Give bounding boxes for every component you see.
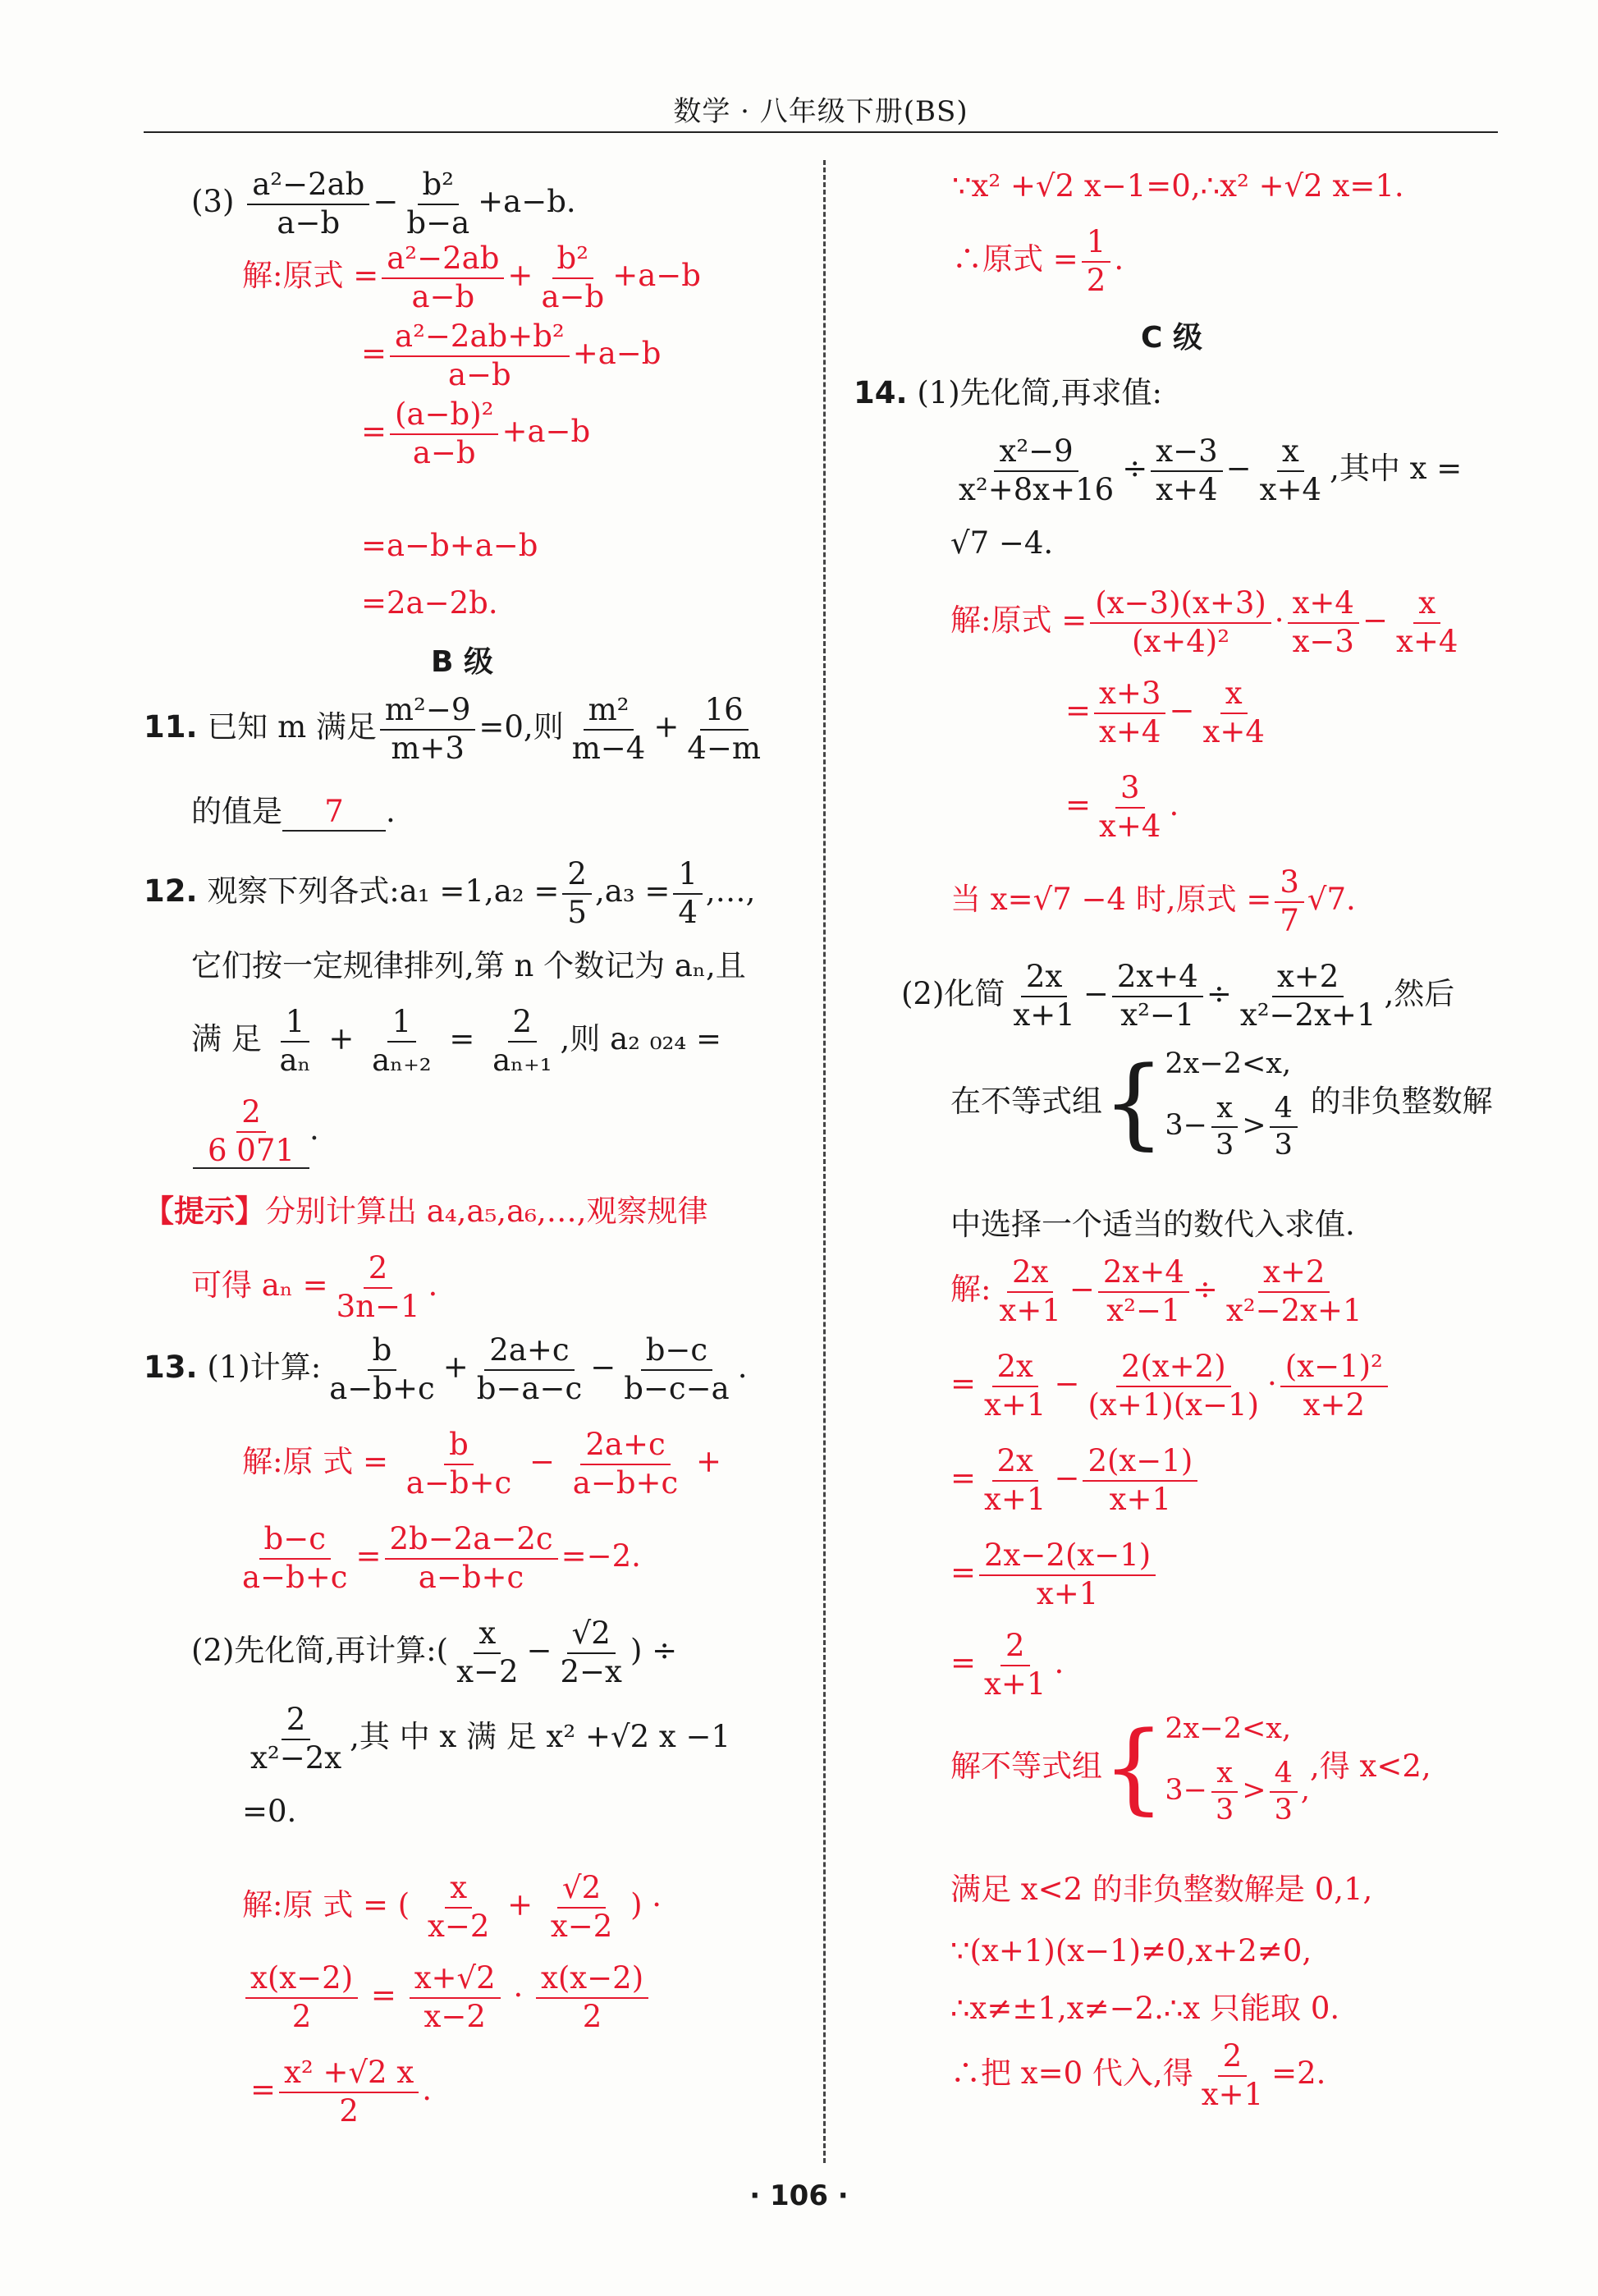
q11-answer-blank: 7	[282, 794, 386, 832]
header-rule	[144, 131, 1498, 133]
q13-part2-line3: =0.	[242, 1794, 297, 1829]
q3-problem: (3) $\frac{\text{a²−2ab}}{a-b}$ − $\frac{\text{b²}}{b-a}$ +a−b.	[191, 167, 576, 241]
q11-statement: 11. 已知 m 满足 $\frac{\text{m²−9}}{m+3}$ =0,则 $\frac{\text{m²}}{m-4}$ + $\frac{16}{4-m}$	[144, 692, 761, 766]
page-header: 数学 · 八年级下册(BS)	[673, 95, 968, 128]
q13-continued-line1: ∵x² +√2 x−1=0,∴x² +√2 x=1.	[952, 168, 1404, 204]
fraction: $\frac{\text{a²−2ab}}{a-b}$	[247, 168, 369, 240]
q3-solution-line4: =a−b+a−b	[361, 528, 538, 563]
q13-part2: (2)先化简,再计算:( $\frac{x}{x-2}$ − $\frac{√2}{2-x}$ ) ÷	[191, 1615, 678, 1689]
page-number: · 106 ·	[749, 2179, 849, 2212]
q14-part2-solution-line2: = $\frac{2x}{x+1}$ − $\frac{2(x+2)}{(x+1)(x-1)}$ · $\frac{\text{(x−1)²}}{x+2}$	[950, 1350, 1391, 1422]
q14-part2: (2)化简 $\frac{2x}{x+1}$ − $\frac{2x+4}{\text{x²−1}}$ ÷ $\frac{x+2}{\text{x²−2x+1}}$ ,然后	[901, 959, 1455, 1033]
level-b-heading: B 级	[431, 645, 493, 679]
q13-part1-solution-line2: $\frac{b-c}{a-b+c}$ = $\frac{2b-2a-2c}{a-b+c}$ =−2.	[242, 1521, 641, 1595]
q3-solution-line5: =2a−2b.	[361, 585, 498, 621]
q13-part1: 13. (1)计算: $\frac{b}{a-b+c}$ + $\frac{2a+c}{b-a-c}$ − $\frac{b-c}{b-c-a}$ .	[144, 1332, 748, 1406]
q3-solution-line3: = $\frac{\text{(a−b)²}}{a-b}$ +a−b	[361, 396, 591, 470]
q14-part2-solution-line4: = $\frac{2x-2(x-1)}{x+1}$	[950, 1539, 1159, 1611]
q12-line2: 它们按一定规律排列,第 n 个数记为 aₙ,且	[191, 948, 746, 983]
q14-part2-system: 在不等式组{ 2x−2<x, 3− $\frac{x}{3}$ > $\frac{4}{3}$ 的非负整数解	[950, 1046, 1493, 1162]
q12-line1: 12. 观察下列各式:a₁ =1,a₂ = $\frac{2}{5}$ ,a₃ = $\frac{1}{4}$ ,…,	[144, 856, 756, 930]
q3-solution-line1: 解:原式 = $\frac{\text{a²−2ab}}{a-b}$ + $\frac{\text{b²}}{a-b}$ +a−b	[242, 241, 701, 314]
q14-part2-solution-line3: = $\frac{2x}{x+1}$ − $\frac{2(x-1)}{x+1}$	[950, 1445, 1201, 1516]
q13-part2-line2: $\frac{2}{\text{x²−2x}}$ ,其 中 x 满 足 x² +√2 x −1	[250, 1702, 731, 1776]
q14-part1-cond: √7 −4.	[950, 525, 1054, 561]
q13-part2-solution-line2: $\frac{x(x-2)}{2}$ = $\frac{x+√2}{x-2}$ · $\frac{x(x-2)}{2}$	[242, 1962, 652, 2033]
q14-part2-choose: 中选择一个适当的数代入求值.	[950, 1207, 1355, 1242]
fraction: $\frac{\text{b²}}{b-a}$	[406, 167, 470, 241]
q12-hint-formula: 可得 aₙ = $\frac{2}{3n-1}$ .	[191, 1250, 438, 1324]
column-divider	[823, 160, 826, 2163]
q12-hint: 【提示】分别计算出 a₄,a₅,a₆,…,观察规律	[144, 1193, 708, 1229]
q14-part1-label: 14. (1)先化简,再求值:	[854, 375, 1162, 410]
q14-part2-solve-system: 解不等式组{ 2x−2<x, 3− $\frac{x}{3}$ > $\frac{4}{3}$ , ,得 x<2,	[950, 1711, 1431, 1826]
q11-answer-line: 的值是 7 .	[191, 794, 396, 832]
level-c-heading: C 级	[1141, 321, 1202, 355]
q14-part2-final: ∴把 x=0 代入,得 $\frac{2}{x+1}$ =2.	[950, 2038, 1326, 2112]
q14-part1-solution: 解:原式 = $\frac{(x-3)(x+3)}{\text{(x+4)²}}$ · $\frac{x+4}{x-3}$ − $\frac{x}{x+4}$	[950, 585, 1458, 659]
q14-part2-nonneg: 满足 x<2 的非负整数解是 0,1,	[950, 1872, 1373, 1907]
q14-part1-solution-line2: = $\frac{x+3}{x+4}$ − $\frac{x}{x+4}$	[1065, 676, 1265, 749]
q14-part2-solution-line5: = $\frac{2}{x+1}$ .	[950, 1628, 1065, 1702]
q12-answer: $\frac{2}{6 071}$ .	[193, 1096, 319, 1169]
q14-part1-result: 当 x=√7 −4 时,原式 = $\frac{3}{7}$ √7.	[950, 864, 1356, 938]
q14-part2-therefore: ∴x≠±1,x≠−2.∴x 只能取 0.	[950, 1991, 1340, 2026]
q14-part1-solution-line3: = $\frac{3}{x+4}$ .	[1065, 770, 1179, 844]
q12-line3: 满 足 $\frac{1}{\text{aₙ}}$ + $\frac{1}{\text{aₙ₊₂}}$ = $\frac{2}{\text{aₙ₊₁}}$ ,则 a₂ ₀₂₄ =	[191, 1004, 721, 1078]
q14-part1-expr: $\frac{\text{x²−9}}{\text{x²+8x+16}}$ ÷ $\frac{x-3}{x+4}$ − $\frac{x}{x+4}$ ,其中 x =	[959, 433, 1463, 507]
q13-continued-line2: ∴原式 = $\frac{1}{2}$ .	[952, 224, 1124, 298]
q3-solution-line2: = $\frac{\text{a²−2ab+b²}}{a-b}$ +a−b	[361, 319, 662, 392]
q14-part2-because: ∵(x+1)(x−1)≠0,x+2≠0,	[950, 1933, 1312, 1968]
q13-part1-solution: 解:原 式 = $\frac{b}{a-b+c}$ − $\frac{2a+c}{a-b+c}$ +	[242, 1427, 722, 1501]
q13-part2-solution-line3: = $\frac{\text{x² +√2 x}}{2}$ .	[250, 2055, 432, 2129]
q13-part2-solution: 解:原 式 = ( $\frac{x}{x-2}$ + $\frac{√2}{x-2}$ ) ·	[242, 1870, 662, 1944]
q14-part2-solution: 解: $\frac{2x}{x+1}$ − $\frac{2x+4}{\text{x²−1}}$ ÷ $\frac{x+2}{\text{x²−2x+1}}$	[950, 1254, 1362, 1328]
